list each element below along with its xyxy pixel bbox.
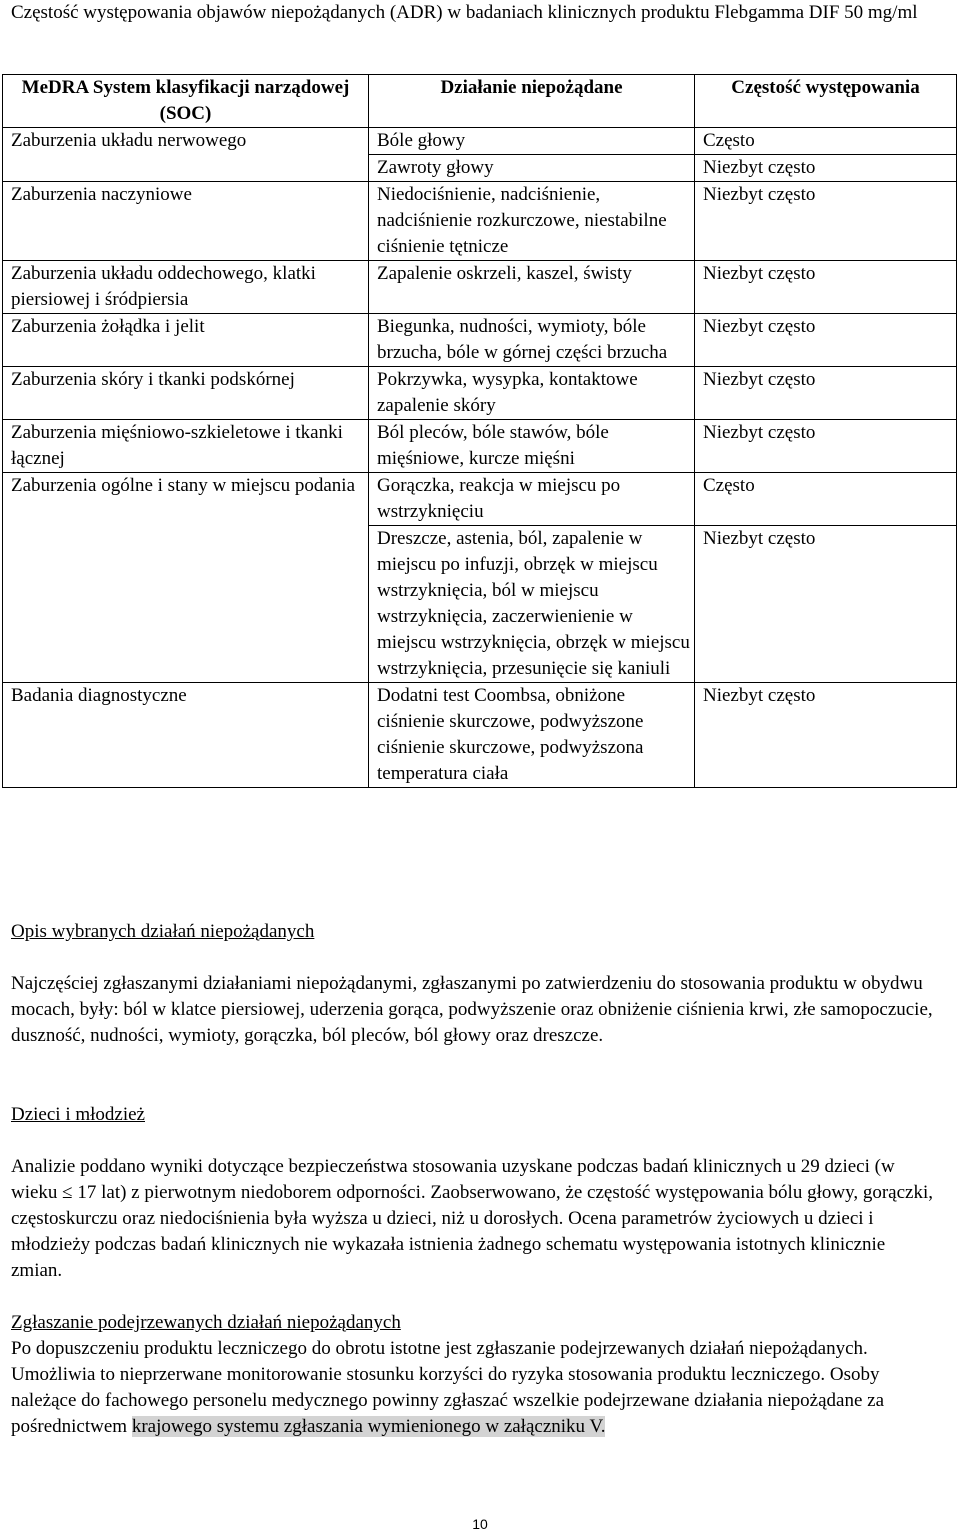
soc-cell: Zaburzenia skóry i tkanki podskórnej — [3, 367, 369, 420]
soc-cell: Badania diagnostyczne — [3, 683, 369, 788]
soc-cell — [3, 155, 369, 182]
reaction-cell: Niedociśnienie, nadciśnienie, nadciśnienie rozkurczowe, niestabilne ciśnienie tętnicze — [369, 182, 695, 261]
adr-frequency-table — [2, 74, 957, 788]
frequency-cell: Niezbyt często — [695, 182, 957, 261]
table-row — [3, 526, 957, 683]
table-row — [3, 420, 957, 473]
reporting-text: Po dopuszczeniu produktu leczniczego do obrotu istotne jest zgłaszanie podejrzewanych działań niepożądanych. Umożliwia to nieprzerwane monitorowanie stosunku korzyści do ryzyka stosowania produktu leczniczego. Osoby należące do fachowego personelu medycznego powinny zgłaszać wszelkie podejrzewane działania niepożądane za pośrednictwem — [11, 1338, 885, 1437]
table-row — [3, 128, 957, 155]
children-heading: Dzieci i młodzież — [11, 1104, 145, 1125]
reaction-cell: Dodatni test Coombsa, obniżone ciśnienie skurczowe, podwyższone ciśnienie skurczowe, podwyższona temperatura ciała — [369, 683, 695, 788]
frequency-cell: Niezbyt często — [695, 261, 957, 314]
frequency-cell: Niezbyt często — [695, 155, 957, 182]
selected-reactions-heading: Opis wybranych działań niepożądanych — [11, 921, 315, 942]
reaction-cell: Dreszcze, astenia, ból, zapalenie w miejscu po infuzji, obrzęk w miejscu wstrzyknięcia, ból w miejscu wstrzyknięcia, zaczerwienienie w miejscu wstrzyknięcia, obrzęk w miejscu wstrzyknięcia, przesunięcie się kaniuli — [369, 526, 695, 683]
table-row — [3, 182, 957, 261]
frequency-cell: Często — [695, 473, 957, 526]
soc-cell: Zaburzenia żołądka i jelit — [3, 314, 369, 367]
soc-cell: Zaburzenia mięśniowo-szkieletowe i tkanki łącznej — [3, 420, 369, 473]
frequency-cell: Niezbyt często — [695, 314, 957, 367]
soc-cell: Zaburzenia układu oddechowego, klatki piersiowej i śródpiersia — [3, 261, 369, 314]
soc-cell: Zaburzenia ogólne i stany w miejscu podania — [3, 473, 369, 526]
document-title: Częstość występowania objawów niepożądanych (ADR) w badaniach klinicznych produktu Flebgamma DIF 50 mg/ml — [11, 2, 918, 23]
reaction-cell: Biegunka, nudności, wymioty, bóle brzucha, bóle w górnej części brzucha — [369, 314, 695, 367]
reporting-heading: Zgłaszanie podejrzewanych działań niepożądanych — [11, 1312, 401, 1333]
frequency-cell: Niezbyt często — [695, 420, 957, 473]
table-row — [3, 683, 957, 788]
selected-reactions-paragraph: Najczęściej zgłaszanymi działaniami niepożądanymi, zgłaszanymi po zatwierdzeniu do stosowania produktu w obydwu mocach, były: ból w klatce piersiowej, uderzenia gorąca, podwyższenie oraz obniżenie ciśnienia krwi, złe samopoczucie, duszność, nudności, wymioty, gorączka, ból pleców, ból głowy oraz dreszcze. — [11, 973, 933, 1046]
table-row — [3, 367, 957, 420]
table-row — [3, 155, 957, 182]
reaction-cell: Bóle głowy — [369, 128, 695, 155]
soc-cell: Zaburzenia układu nerwowego — [3, 128, 369, 155]
frequency-cell: Niezbyt często — [695, 683, 957, 788]
reaction-cell: Pokrzywka, wysypka, kontaktowe zapalenie skóry — [369, 367, 695, 420]
table-row — [3, 314, 957, 367]
table-row — [3, 261, 957, 314]
reaction-cell: Ból pleców, bóle stawów, bóle mięśniowe, kurcze mięśni — [369, 420, 695, 473]
frequency-cell: Niezbyt często — [695, 526, 957, 683]
soc-cell — [3, 526, 369, 683]
header-soc: MeDRA System klasyfikacji narządowej (SOC) — [3, 75, 369, 128]
reporting-paragraph — [11, 1336, 941, 1440]
header-reaction: Działanie niepożądane — [369, 75, 695, 128]
header-frequency: Częstość występowania — [695, 75, 957, 128]
table-header-row — [3, 75, 957, 128]
reaction-cell: Zawroty głowy — [369, 155, 695, 182]
frequency-cell: Niezbyt często — [695, 367, 957, 420]
page-number: 10 — [472, 1516, 488, 1532]
children-paragraph: Analizie poddano wyniki dotyczące bezpieczeństwa stosowania uzyskane podczas badań klinicznych u 29 dzieci (w wieku ≤ 17 lat) z pierwotnym niedoborem odporności. Zaobserwowano, że częstość występowania bólu głowy, gorączki, częstoskurczu oraz niedociśnienia była wyższa u dzieci, niż u dorosłych. Ocena parametrów życiowych u dzieci i młodzieży podczas badań klinicznych nie wykazała istnienia żadnego schematu występowania istotnych klinicznie zmian. — [11, 1156, 933, 1281]
reaction-cell: Zapalenie oskrzeli, kaszel, świsty — [369, 261, 695, 314]
soc-cell: Zaburzenia naczyniowe — [3, 182, 369, 261]
national-reporting-system-link[interactable]: krajowego systemu zgłaszania wymienionego w załączniku V. — [131, 1416, 606, 1437]
frequency-cell: Często — [695, 128, 957, 155]
table-row — [3, 473, 957, 526]
reaction-cell: Gorączka, reakcja w miejscu po wstrzyknięciu — [369, 473, 695, 526]
